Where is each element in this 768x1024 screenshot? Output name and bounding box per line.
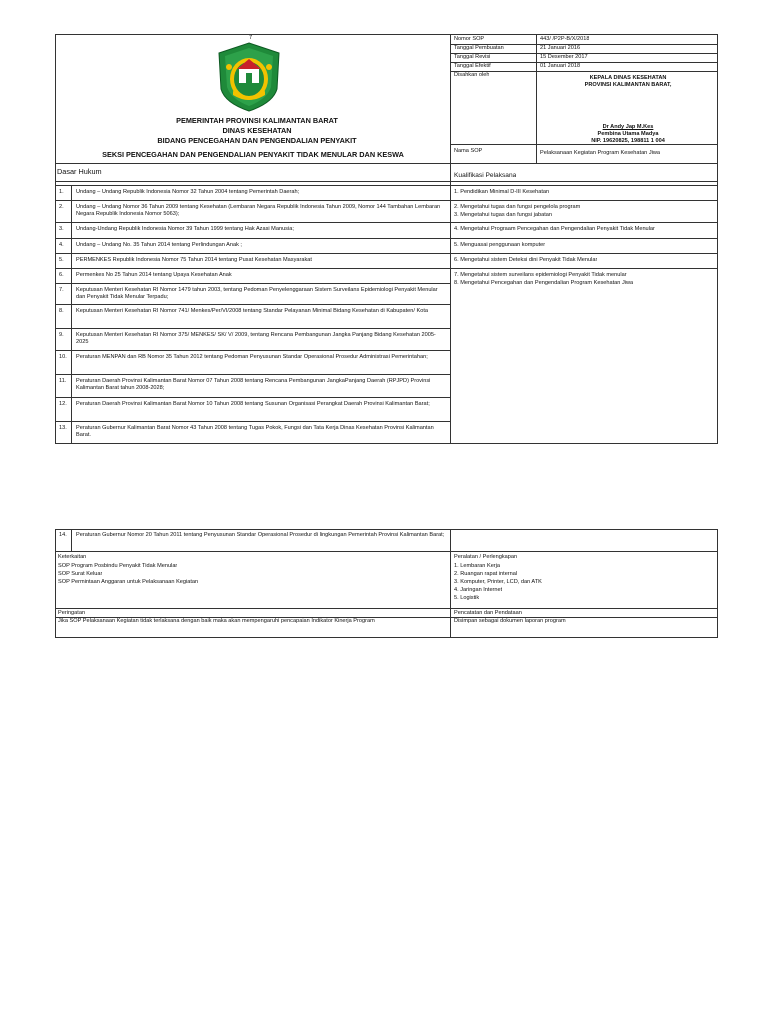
- list-item: 4. Jaringan Internet: [454, 587, 503, 593]
- meta-label: Tanggal Pembuatan: [454, 45, 504, 51]
- list-item-number: 6.: [59, 272, 64, 278]
- list-item-number: 14.: [59, 532, 67, 538]
- approver-title: KEPALA DINAS KESEHATAN: [589, 75, 667, 81]
- list-item: Peraturan Daerah Provinsi Kalimantan Barat Nomor 07 Tahun 2008 tentang Rencana Pembangunan JangkaPanjang Daerah (RPJPD) Provinsi Kalimantan Barat tahun 2008-2028;: [76, 378, 431, 391]
- list-item-number: 7.: [59, 287, 64, 293]
- pencatatan-heading: Pencatatan dan Pendataan: [454, 610, 522, 616]
- list-item-number: 5.: [59, 257, 64, 263]
- approver-nip: NIP. 19620825, 198811 1 004: [591, 138, 665, 144]
- list-item: Permenkes No 25 Tahun 2014 tentang Upaya Kesehatan Anak: [76, 272, 232, 278]
- list-item: Keputusan Menteri Kesehatan RI Nomor 375/ MENKES/ SK/ V/ 2009, tentang Rencana Pembangunan Jangka Panjang Bidang Kesehatan 2005-2025: [76, 332, 436, 345]
- list-item: Keputusan Menteri Kesehatan RI Nomor 1479 tahun 2003, tentang Pedoman Penyelenggaraan Sistem Surveilans Epidemiologi Penyakit Menular dan Penyakit Tidak Menular Terpadu;: [76, 287, 438, 300]
- list-item: Undang – Undang No. 35 Tahun 2014 tentang Perlindungan Anak ;: [76, 242, 242, 248]
- pencatatan-text: Disimpan sebagai dokumen laporan program: [454, 618, 566, 624]
- sop-name-label: Nama SOP: [454, 148, 483, 154]
- list-item: 6. Mengetahui sistem Deteksi dini Penyakit Tidak Menular: [454, 257, 598, 263]
- list-item-number: 4.: [59, 242, 64, 248]
- list-item: SOP Program Posbindu Penyakit Tidak Menular: [58, 563, 178, 569]
- title-division: BIDANG PENCEGAHAN DAN PENGENDALIAN PENYAKIT: [157, 136, 357, 145]
- list-item: 2. Mengetahui tugas dan fungsi pengelola program: [454, 204, 581, 210]
- list-item: PERMENKES Republik Indonesia Nomor 75 Tahun 2014 tentang Pusat Kesehatan Masyarakat: [76, 257, 312, 263]
- list-item-number: 8.: [59, 308, 64, 314]
- list-item: Undang – Undang Republik Indonesia Nomor 32 Tahun 2004 tentang Pemerintah Daerah;: [76, 189, 300, 195]
- list-item: Undang-Undang Republik Indonesia Nomor 39 Tahun 1999 tentang Hak Azasi Manusia;: [76, 226, 294, 232]
- sop-name-value: Pelaksanaan Kegiatan Program Kesehatan Jiwa: [540, 150, 661, 156]
- list-item: 5. Menguasai penggunaan komputer: [454, 242, 546, 248]
- list-item-number: 12.: [59, 401, 67, 407]
- list-item-number: 13.: [59, 425, 67, 431]
- list-item-number: 11.: [59, 378, 67, 384]
- peringatan-heading: Peringatan: [58, 610, 86, 616]
- title-section: SEKSI PENCEGAHAN DAN PENGENDALIAN PENYAKIT TIDAK MENULAR DAN KESWA: [102, 150, 404, 159]
- kualifikasi-heading: Kualifikasi Pelaksana: [454, 172, 517, 179]
- list-item: Keputusan Menteri Kesehatan RI Nomor 741/ Menkes/Per/VI/2008 tentang Standar Pelayanan Minimal Bidang Kesehatan di Kabupaten/ Kota: [76, 308, 429, 314]
- list-item: Undang – Undang Nomor 36 Tahun 2009 tentang Kesehatan (Lembaran Negara Republik Indonesia Tahun 2009, Nomor 144 Tambahan Lembaran Negara Republik Indonesia Nomor 5063);: [76, 204, 441, 217]
- list-item: 1. Pendidikan Minimal D-III Kesehatan: [454, 189, 550, 195]
- kalbar-logo: [215, 41, 283, 113]
- keterkaitan-heading: Keterkaitan: [58, 554, 87, 560]
- approver-region: PROVINSI KALIMANTAN BARAT,: [584, 82, 672, 88]
- meta-value: 21 Januari 2016: [540, 45, 581, 51]
- list-item-number: 10.: [59, 354, 67, 360]
- list-item: Peraturan MENPAN dan RB Nomor 35 Tahun 2012 tentang Pedoman Penyusunan Standar Operasional Prosedur Administrasi Pemerintahan;: [76, 354, 428, 360]
- list-item-number: 2.: [59, 204, 64, 210]
- list-item: 8. Mengetahui Pencegahan dan Pengendalian Program Kesehatan Jiwa: [454, 280, 634, 286]
- list-item-number: 1.: [59, 189, 64, 195]
- list-item: SOP Permintaan Anggaran untuk Pelaksanaan Kegiatan: [58, 579, 199, 585]
- page-number: 7: [249, 35, 253, 41]
- list-item: Peraturan Gubernur Kalimantan Barat Nomor 43 Tahun 2008 tentang Tugas Pokok, Fungsi dan Tata Kerja Dinas Kesehatan Provinsi Kalimantan Barat.: [76, 425, 434, 438]
- list-item: 4. Mengetahui Prograam Pencegahan dan Pengendalian Penyakit Tidak Menular: [454, 226, 655, 232]
- meta-label: Tanggal Efektif: [454, 63, 491, 69]
- meta-value: 15 Desember 2017: [540, 54, 588, 60]
- list-item-number: 3.: [59, 226, 64, 232]
- approver-rank: Pembina Utama Madya: [597, 131, 659, 137]
- list-item: 3. Komputer, Printer, LCD, dan ATK: [454, 579, 542, 585]
- meta-value: 443/ /P2P-B/X/2018: [540, 36, 590, 42]
- approved-label: Disahkan oleh: [454, 72, 490, 78]
- list-item-number: 9.: [59, 332, 64, 338]
- meta-value: 01 Januari 2018: [540, 63, 581, 69]
- list-item: Peraturan Gubernur Nomor 20 Tahun 2011 tentang Penyusunan Standar Operasional Prosedur di lingkungan Pemerintah Provinsi Kalimantan Barat;: [76, 532, 445, 538]
- list-item: 1. Lembaran Kerja: [454, 563, 501, 569]
- approver-name: Dr Andy Jap M.Kes: [602, 124, 654, 130]
- list-item: Peraturan Daerah Provinsi Kalimantan Barat Nomor 10 Tahun 2008 tentang Susunan Organisasi Perangkat Daerah Provinsi Kalimantan Barat;: [76, 401, 430, 407]
- list-item: 5. Logistik: [454, 595, 480, 601]
- list-item: SOP Surat Keluar: [58, 571, 103, 577]
- peringatan-text: Jika SOP Pelaksanaan Kegiatan tidak terlaksana dengan baik maka akan mempengaruhi pencapaian Indikator Kinerja Program: [58, 618, 375, 624]
- meta-label: Tanggal Revisi: [454, 54, 491, 60]
- list-item: 7. Mengetahui sistem surveilans epidemiologi Penyakit Tidak menular: [454, 272, 627, 278]
- meta-label: Nomor SOP: [454, 36, 485, 42]
- list-item: 3. Mengetahui tugas dan fungsi jabatan: [454, 212, 552, 218]
- title-government: PEMERINTAH PROVINSI KALIMANTAN BARAT: [176, 116, 338, 125]
- peralatan-heading: Peralatan / Perlengkapan: [454, 554, 518, 560]
- dasar-hukum-heading: Dasar Hukum: [57, 167, 102, 176]
- title-agency: DINAS KESEHATAN: [222, 126, 292, 135]
- list-item: 2. Ruangan rapat internal: [454, 571, 518, 577]
